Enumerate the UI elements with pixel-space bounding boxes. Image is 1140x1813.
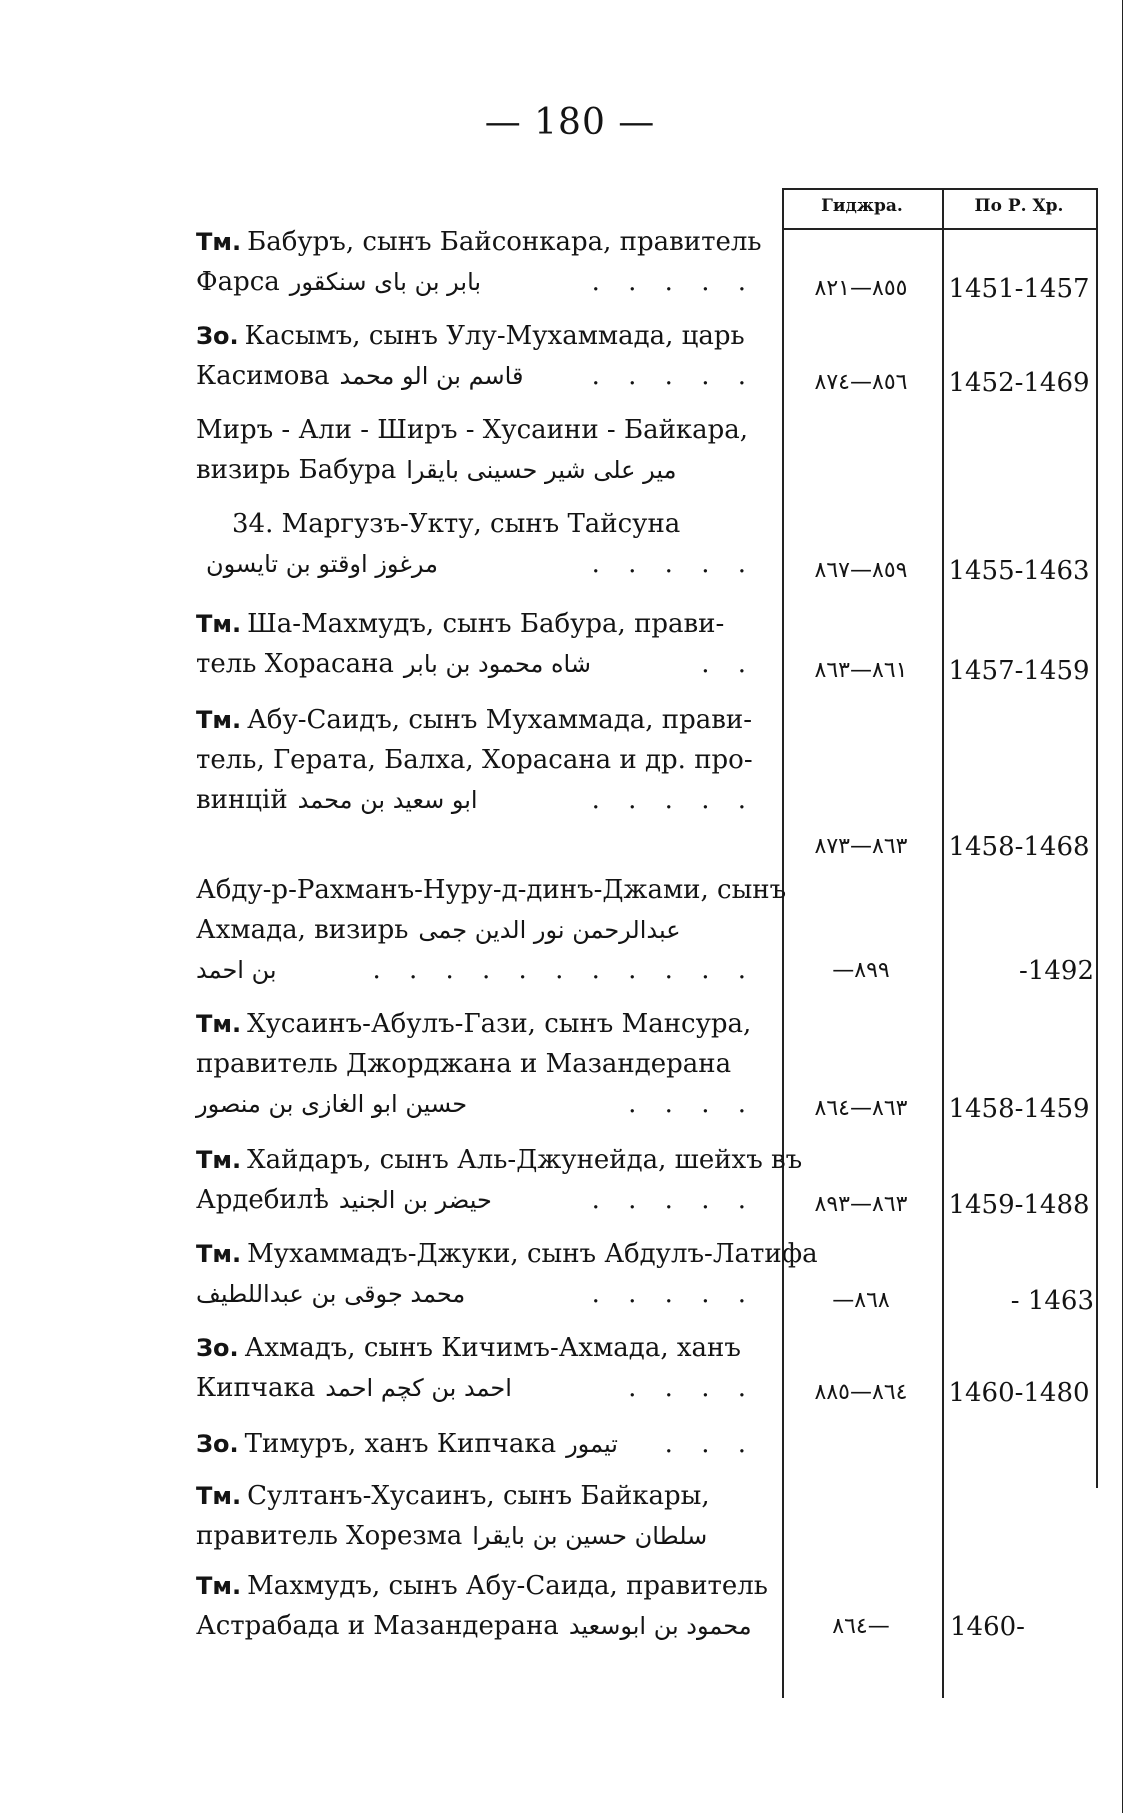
entry bbox=[196, 222, 762, 302]
column-rule-middle bbox=[942, 188, 944, 1698]
leader-dots: . . . . bbox=[628, 1089, 756, 1119]
arabic-name: احمد بن كچم احمد bbox=[325, 1374, 512, 1402]
hijra-cell: ٨٦٤—٨٨٥ bbox=[814, 1380, 908, 1405]
leader-dots: . . . . . bbox=[591, 361, 756, 391]
entry-text: правитель Джорджана и Мазандерана bbox=[196, 1049, 732, 1079]
arabic-name: تيمور bbox=[566, 1430, 618, 1458]
entry-text: визирь Бабура bbox=[196, 455, 397, 485]
entry bbox=[196, 1424, 756, 1464]
hijra-cell: —٨٩٩ bbox=[832, 958, 890, 983]
date-cell: 1455-1463 bbox=[948, 556, 1090, 586]
entry-text: Ахмада, визирь bbox=[196, 915, 409, 945]
entry-text: тель, Герата, Балха, Хорасана и др. про- bbox=[196, 745, 753, 775]
hijra-cell: ٨٦٣—٨٧٣ bbox=[814, 834, 908, 859]
entry-text: Мухаммадъ-Джуки, сынъ Абдулъ-Латифа bbox=[247, 1239, 818, 1269]
entry-tag: Тм. bbox=[196, 1482, 242, 1510]
entry bbox=[196, 1004, 756, 1124]
leader-dots: . . . . . bbox=[591, 549, 756, 579]
entry-text: Ардебилѣ bbox=[196, 1185, 329, 1215]
column-rule-right bbox=[1096, 188, 1098, 1488]
entry-text: Тимуръ, ханъ Кипчака bbox=[244, 1429, 557, 1459]
entry-text: винцій bbox=[196, 785, 288, 815]
entry-text: Касимова bbox=[196, 361, 330, 391]
entry-text: Ша-Махмудъ, сынъ Бабура, прави- bbox=[247, 609, 725, 639]
entry-text: Касымъ, сынъ Улу-Мухаммада, царь bbox=[244, 321, 745, 351]
column-header-christ: По Р. Хр. bbox=[974, 196, 1064, 216]
entry-text: Абу-Саидъ, сынъ Мухаммада, прави- bbox=[247, 705, 753, 735]
entry-text: Абду-р-Рахманъ-Нуру-д-динъ-Джами, сынъ bbox=[196, 875, 787, 905]
hijra-cell: ٨٦٣—٨٦٤ bbox=[814, 1096, 908, 1121]
hijra-cell: ٨٥٩—٨٦٧ bbox=[814, 558, 908, 583]
date-cell: -1492 bbox=[1019, 956, 1094, 986]
entry bbox=[196, 870, 787, 990]
entry-text: 34. Маргузъ-Укту, сынъ Тайсуна bbox=[232, 509, 681, 539]
arabic-name: شاه محمود بن بابر bbox=[403, 650, 591, 678]
arabic-name: حسين ابو الغازى بن منصور bbox=[196, 1090, 468, 1118]
entry-text: Махмудъ, сынъ Абу-Саида, правитель bbox=[247, 1571, 768, 1601]
leader-dots: . . . . . . . . . . . bbox=[372, 955, 756, 985]
entry-tag: Тм. bbox=[196, 706, 242, 734]
table-header-rule bbox=[782, 228, 1096, 230]
date-cell: 1460-1480 bbox=[948, 1378, 1090, 1408]
hijra-cell: ٨٦١—٨٦٣ bbox=[814, 658, 908, 683]
entry-text: Бабуръ, сынъ Байсонкара, правитель bbox=[247, 227, 762, 257]
entry bbox=[196, 1566, 768, 1646]
entry-tag: Тм. bbox=[196, 610, 242, 638]
entry bbox=[196, 1328, 756, 1408]
entry-tag: Тм. bbox=[196, 1146, 242, 1174]
arabic-name: محمود بن ابوسعيد bbox=[568, 1612, 752, 1640]
date-cell: - 1463 bbox=[1010, 1286, 1094, 1316]
entry bbox=[196, 410, 756, 490]
leader-dots: . . . . . bbox=[591, 785, 756, 815]
leader-dots: . . . bbox=[664, 1429, 756, 1459]
entry bbox=[196, 1476, 756, 1556]
entry-text: Ахмадъ, сынъ Кичимъ-Ахмада, ханъ bbox=[244, 1333, 741, 1363]
entry-text: Кипчака bbox=[196, 1373, 316, 1403]
arabic-name: سلطان حسين بن بايقرا bbox=[472, 1522, 708, 1550]
entry-tag: Зо. bbox=[196, 322, 239, 350]
entry bbox=[196, 504, 756, 584]
hijra-cell: ٨٦٣—٨٩٣ bbox=[814, 1192, 908, 1217]
entry-text: Астрабада и Мазандерана bbox=[196, 1611, 559, 1641]
entry-text: Миръ - Али - Ширъ - Хусаини - Байкара, bbox=[196, 415, 749, 445]
column-rule-left bbox=[782, 188, 784, 1698]
entry-text: Фарса bbox=[196, 267, 280, 297]
entry-tag: Тм. bbox=[196, 1572, 242, 1600]
leader-dots: . . . . . bbox=[591, 1185, 756, 1215]
entry-text: тель Хорасана bbox=[196, 649, 394, 679]
entry bbox=[196, 1140, 803, 1220]
leader-dots: . . . . . bbox=[591, 1279, 756, 1309]
date-cell: 1460- bbox=[950, 1612, 1025, 1642]
page-edge-rule bbox=[1122, 0, 1123, 1813]
date-cell: 1459-1488 bbox=[948, 1190, 1090, 1220]
arabic-name: محمد جوقى بن عبداللطيف bbox=[196, 1280, 466, 1308]
entry bbox=[196, 1234, 818, 1314]
arabic-name: بابر بن باى سنكقور bbox=[289, 268, 482, 296]
hijra-cell: ٨٦٤— bbox=[832, 1614, 890, 1639]
arabic-name: مرغوز اوقتو بن تايسون bbox=[206, 550, 438, 578]
leader-dots: . . bbox=[701, 649, 756, 679]
leader-dots: . . . . bbox=[628, 1373, 756, 1403]
date-cell: 1457-1459 bbox=[948, 656, 1090, 686]
date-cell: 1458-1459 bbox=[948, 1094, 1090, 1124]
table-top-rule bbox=[782, 188, 1096, 190]
arabic-name: بن احمد bbox=[196, 956, 277, 984]
arabic-name: ابو سعيد بن محمد bbox=[297, 786, 478, 814]
leader-dots: . . . . . bbox=[591, 267, 756, 297]
arabic-name: قاسم بن الو محمد bbox=[339, 362, 524, 390]
hijra-cell: —٨٦٨ bbox=[832, 1288, 890, 1313]
hijra-cell: ٨٥٥—٨٢١ bbox=[814, 276, 908, 301]
entry-tag: Тм. bbox=[196, 228, 242, 256]
entry bbox=[196, 604, 756, 684]
entry-text: Султанъ-Хусаинъ, сынъ Байкары, bbox=[247, 1481, 710, 1511]
date-cell: 1458-1468 bbox=[948, 832, 1090, 862]
arabic-name: حيضر بن الجنيد bbox=[338, 1186, 492, 1214]
entry-text: правитель Хорезма bbox=[196, 1521, 463, 1551]
entry-text: Хайдаръ, сынъ Аль-Джунейда, шейхъ въ bbox=[247, 1145, 803, 1175]
entry-tag: Тм. bbox=[196, 1240, 242, 1268]
entry-tag: Тм. bbox=[196, 1010, 242, 1038]
page-number: — 180 — bbox=[484, 102, 656, 143]
entry bbox=[196, 316, 756, 396]
arabic-name: عبدالرحمن نور الدين جمى bbox=[418, 916, 681, 944]
date-cell: 1451-1457 bbox=[948, 274, 1090, 304]
entry-text: Хусаинъ-Абулъ-Гази, сынъ Мансура, bbox=[247, 1009, 752, 1039]
date-cell: 1452-1469 bbox=[948, 368, 1090, 398]
arabic-name: مير على شير حسينى بايقرا bbox=[406, 456, 677, 484]
entry bbox=[196, 700, 756, 820]
entry-tag: Зо. bbox=[196, 1430, 239, 1458]
entry-tag: Зо. bbox=[196, 1334, 239, 1362]
column-header-hijra: Гиджра. bbox=[821, 196, 903, 216]
hijra-cell: ٨٥٦—٨٧٤ bbox=[814, 370, 908, 395]
